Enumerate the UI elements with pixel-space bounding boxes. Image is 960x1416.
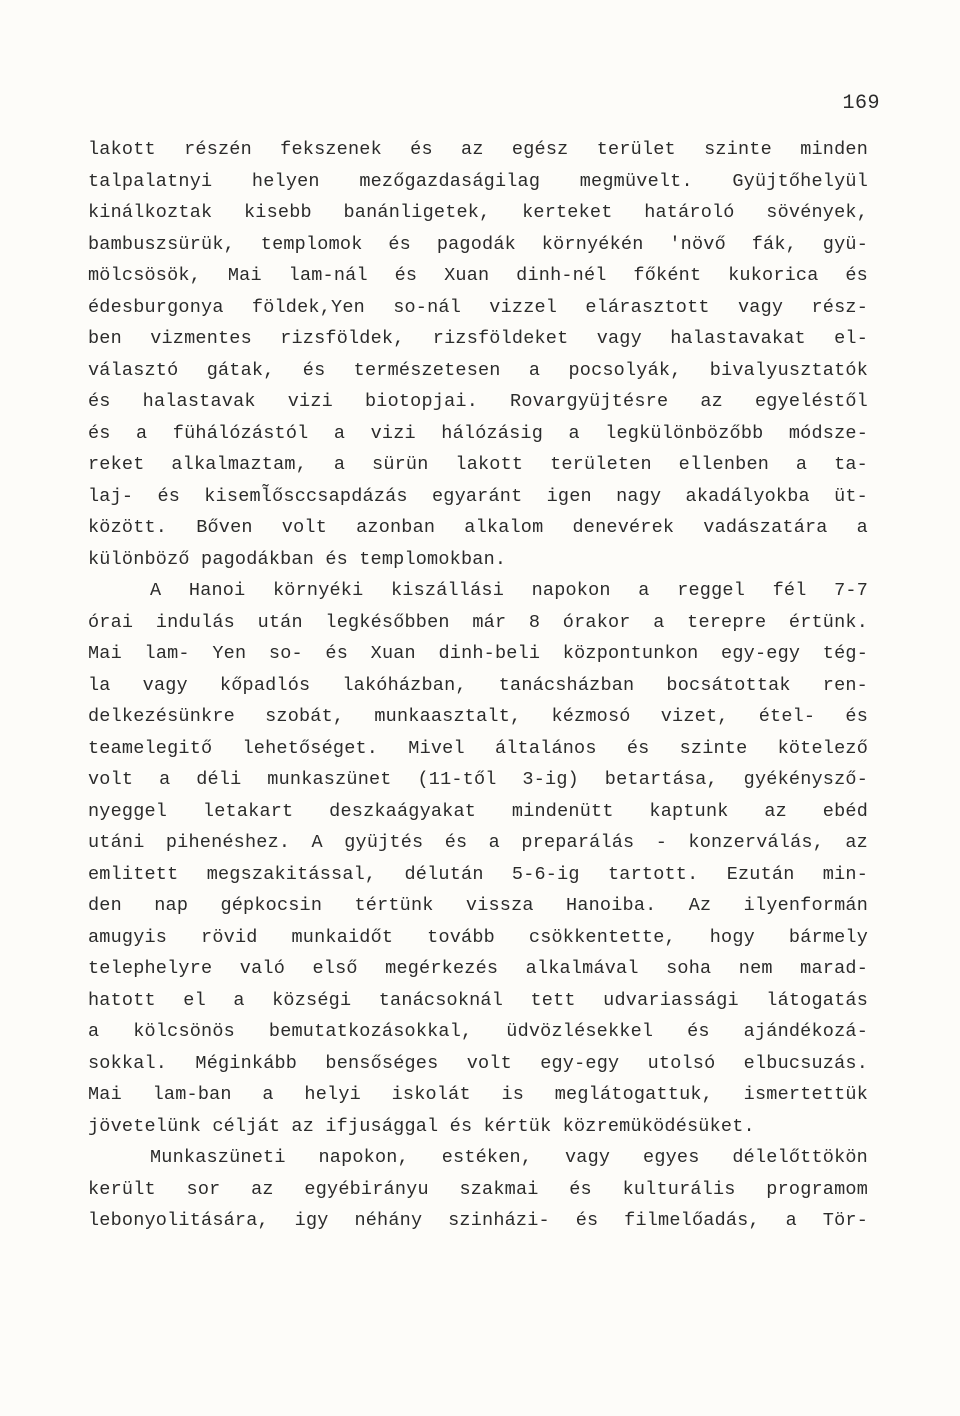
text-line: laj- és kiseml̃ősccsapdázás egyaránt igen nagy akadályokba üt-: [88, 485, 868, 507]
text-line: sokkal. Méginkább bensőséges volt egy-egy utolsó elbucsuzás.: [88, 1052, 868, 1074]
text-line: és a fühálózástól a vizi hálózásig a legkülönbözőbb módsze-: [88, 422, 868, 444]
text-line: órai indulás után legkésőbben már 8 órakor a terepre értünk.: [88, 611, 868, 633]
text-line: volt a déli munkaszünet (11-től 3-ig) betartása, gyékénysző-: [88, 769, 868, 790]
text-line: Mai lam-ban a helyi iskolát is meglátogattuk, ismertettük: [88, 1084, 868, 1105]
page-number: 169: [842, 92, 880, 115]
text-line: hatott el a községi tanácsoknál tett udvariassági látogatás: [88, 989, 868, 1011]
text-line: la vagy kőpadlós lakóházban, tanácsházban bocsátottak ren-: [88, 674, 868, 696]
text-line: különböző pagodákban és templomokban.: [88, 548, 507, 570]
text-line: a kölcsönös bemutatkozásokkal, üdvözlésekkel és ajándékozá-: [88, 1021, 868, 1042]
text-line: és halastavak vizi biotopjai. Rovargyüjtésre az egyeléstől: [88, 391, 868, 412]
text-line: utáni pihenéshez. A gyüjtés és a preparálás - konzerválás, az: [88, 832, 868, 853]
text-line: teamelegitő lehetőséget. Mivel általános és szinte kötelező: [88, 737, 868, 759]
text-line: lakott részén fekszenek és az egész terület szinte minden: [88, 139, 868, 160]
text-line: ben vizmentes rizsföldek, rizsföldeket vagy halastavakat el-: [88, 328, 868, 349]
text-line: talpalatnyi helyen mezőgazdaságilag megmüvelt. Gyüjtőhelyül: [88, 170, 868, 192]
text-line: den nap gépkocsin tértünk vissza Hanoiba. Az ilyenformán: [88, 895, 868, 916]
text-line: között. Bőven volt azonban alkalom denevérek vadászatára a: [88, 517, 868, 538]
text-line: delkezésünkre szobát, munkaasztalt, kézmosó vizet, étel- és: [88, 706, 868, 727]
text-line: emlitett megszakitással, délután 5-6-ig tartott. Ezután min-: [88, 863, 868, 885]
text-line: A Hanoi környéki kiszállási napokon a reggel fél 7-7: [150, 580, 868, 601]
text-line: bambuszsürük, templomok és pagodák környékén 'növő fák, gyü-: [88, 233, 868, 255]
body-text: [88, 134, 868, 1237]
text-line: telephelyre való első megérkezés alkalmával soha nem marad-: [88, 958, 868, 979]
text-line: Munkaszüneti napokon, estéken, vagy egyes délelőttökön: [150, 1147, 868, 1168]
text-line: kinálkoztak kisebb banánligetek, kerteket határoló sövények,: [88, 202, 868, 223]
text-line: került sor az egyébirányu szakmai és kulturális programom: [88, 1178, 868, 1200]
text-line: amugyis rövid munkaidőt tovább csökkentette, hogy bármely: [88, 926, 868, 948]
text-line: nyeggel letakart deszkaágyakat mindenütt kaptunk az ebéd: [88, 800, 868, 822]
text-line: mölcsösök, Mai lam-nál és Xuan dinh-nél főként kukorica és: [88, 265, 868, 286]
text-line: édesburgonya földek,Yen so-nál vizzel elárasztott vagy rész-: [88, 296, 868, 318]
text-line: lebonyolitására, igy néhány szinházi- és filmelőadás, a Tör-: [88, 1210, 868, 1231]
text-line: Mai lam- Yen so- és Xuan dinh-beli központunkon egy-egy tég-: [88, 643, 868, 664]
text-line: reket alkalmaztam, a sürün lakott területen ellenben a ta-: [88, 454, 868, 475]
text-line: választó gátak, és természetesen a pocsolyák, bivalyusztatók: [88, 359, 868, 381]
text-line: jövetelünk célját az ifjusággal és kértük közremüködésüket.: [88, 1115, 755, 1137]
